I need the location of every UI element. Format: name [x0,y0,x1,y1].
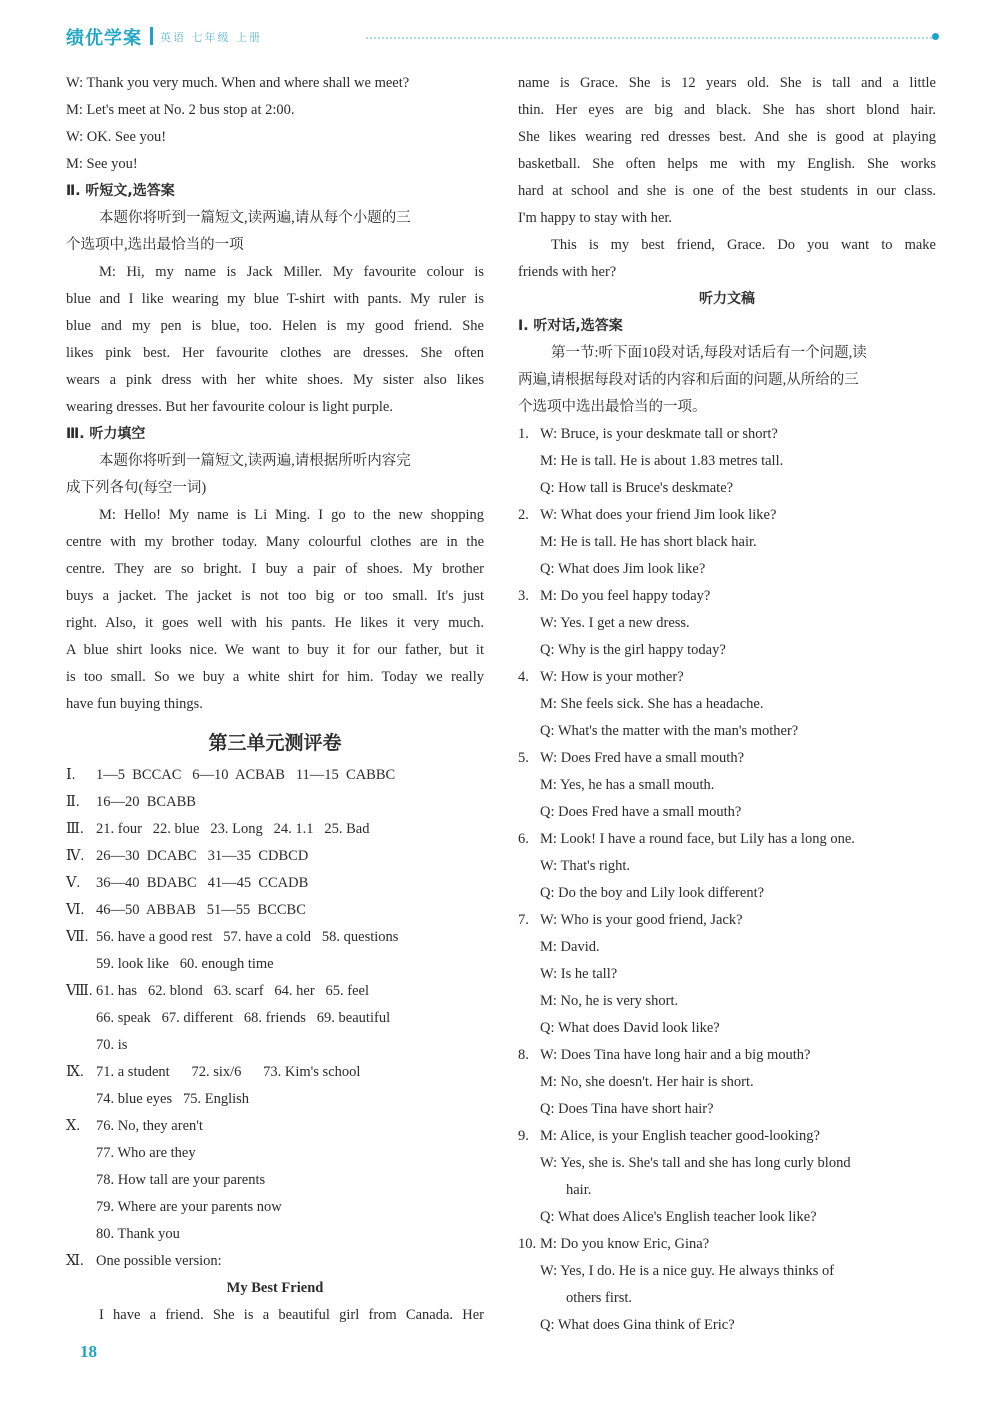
dialogue-text: Q: Why is the girl happy today? [540,642,726,658]
dialogue-text: M: No, he is very short. [540,993,679,1009]
dialogue-line [518,421,936,448]
answer-row [66,1032,484,1059]
dialogue-text: W: Yes. I get a new dress. [540,615,690,631]
dialogue-text: W: Does Tina have long hair and a big mouth? [540,1047,811,1063]
dialogue-line [518,637,936,664]
dialogue-line: M: See you! [66,156,138,172]
answer-row [66,843,484,870]
answer-row [66,1167,484,1194]
dialogue-line [518,1204,936,1231]
answer-number: Ⅹ. [66,1118,80,1134]
section-heading: Ⅱ. 听短文,选答案 [66,183,175,199]
right-column [518,70,936,1339]
passage-line: M: Hi, my name is Jack Miller. My favourite colour is [99,264,484,280]
answer-text: 78. How tall are your parents [96,1172,266,1188]
answer-row [66,762,484,789]
passage-line: wearing dresses. But her favourite colour is light purple. [66,399,393,415]
answer-number: Ⅰ. [66,767,76,783]
dialogue-text: hair. [566,1182,592,1198]
answer-text: 16—20 BCABB [96,794,196,810]
dialogue-line [518,1150,936,1177]
passage-line: centre. They are so bright. I buy a pair of shoes. My brother [66,561,484,577]
answer-number: Ⅱ. [66,794,80,810]
answer-row [66,1113,484,1140]
dialogue-text: Q: Does Fred have a small mouth? [540,804,742,820]
answer-row [66,978,484,1005]
dialogue-text: W: Does Fred have a small mouth? [540,750,745,766]
dialogue-text: W: What does your friend Jim look like? [540,507,777,523]
section-heading: Ⅰ. 听对话,选答案 [518,318,623,334]
dialogue-line [518,529,936,556]
passage-line: blue and I like wearing my blue T-shirt with pants. My ruler is [66,291,484,307]
dialogue-text: M: David. [540,939,600,955]
dialogue-text: M: Look! I have a round face, but Lily has a long one. [540,831,855,847]
dialogue-line [518,691,936,718]
dialogue-number: 4. [518,669,529,685]
header-dotted-rule [366,37,936,39]
answer-text: 77. Who are they [96,1145,196,1161]
dialogue-text: W: Yes, I do. He is a nice guy. He always thinks of [540,1263,835,1279]
answer-text: One possible version: [96,1253,222,1269]
passage-line: likes pink best. Her favourite clothes are dresses. She often [66,345,484,361]
answer-text: 61. has 62. blond 63. scarf 64. her 65. feel [96,983,370,999]
unit-title: 第三单元测评卷 [208,732,342,754]
dialogue-text: W: Yes, she is. She's tall and she has long curly blond [540,1155,851,1171]
instruction-line: 本题你将听到一篇短文,读两遍,请根据所听内容完 [99,453,411,469]
answer-number: Ⅺ. [66,1253,84,1269]
dialogue-number: 1. [518,426,529,442]
answer-row [66,1086,484,1113]
dialogue-number: 8. [518,1047,529,1063]
answer-text: 80. Thank you [96,1226,180,1242]
dialogue-list [518,421,936,1339]
essay-line: thin. Her eyes are big and black. She has short blond hair. [518,102,936,118]
essay-title: My Best Friend [226,1280,324,1296]
dialogue-line [518,1042,936,1069]
dialogue-line [518,907,936,934]
dialogue-text: Q: What does Jim look like? [540,561,706,577]
dialogue-line [518,1096,936,1123]
dialogue-line [518,880,936,907]
instruction-line: 个选项中,选出最恰当的一项 [66,237,244,253]
answer-text: 71. a student 72. six/6 73. Kim's school [96,1064,361,1080]
answer-row [66,1059,484,1086]
answer-text: 70. is [96,1037,128,1053]
dialogue-text: M: She feels sick. She has a headache. [540,696,764,712]
dialogue-line: W: OK. See you! [66,129,167,145]
dialogue-line [518,1258,936,1285]
header-dot [932,33,939,40]
answer-number: Ⅴ. [66,875,81,891]
essay-line: I'm happy to stay with her. [518,210,673,226]
page-number: 18 [80,1342,97,1361]
dialogue-line [518,1231,936,1258]
transcript-title: 听力文稿 [699,291,755,307]
dialogue-text: W: That's right. [540,858,631,874]
answer-row [66,1194,484,1221]
dialogue-line [518,1015,936,1042]
passage-line: A blue shirt looks nice. We want to buy it for our father, but it [66,642,484,658]
answer-text: 26—30 DCABC 31—35 CDBCD [96,848,309,864]
passage-line: right. Also, it goes well with his pants. He likes it very much. [66,615,484,631]
dialogue-text: Q: How tall is Bruce's deskmate? [540,480,734,496]
answer-text: 1—5 BCCAC 6—10 ACBAB 11—15 CABBC [96,767,396,783]
answer-row [66,951,484,978]
answer-row [66,924,484,951]
dialogue-line [518,1177,936,1204]
answer-number: Ⅷ. [66,983,93,999]
passage-line: buys a jacket. The jacket is not too big or too small. It's just [66,588,484,604]
brand-divider [150,27,153,45]
passage-line: centre with my brother today. Many colourful clothes are in the [66,534,484,550]
passage-line: is too small. So we buy a white shirt for him. Today we really [66,669,484,685]
brand-logo: 绩优学案 [66,28,142,49]
answer-text: 21. four 22. blue 23. Long 24. 1.1 25. Bad [96,821,370,837]
dialogue-number: 5. [518,750,529,766]
instruction-line: 两遍,请根据每段对话的内容和后面的问题,从所给的三 [518,372,859,388]
essay-line: I have a friend. She is a beautiful girl from Canada. Her [99,1307,484,1323]
answer-text: 36—40 BDABC 41—45 CCADB [96,875,309,891]
dialogue-text: M: Do you know Eric, Gina? [540,1236,710,1252]
page-header [66,24,946,52]
dialogue-line [518,718,936,745]
dialogue-text: W: Is he tall? [540,966,618,982]
subject-label: 英语 七年级 上册 [160,31,262,44]
dialogue-text: M: Do you feel happy today? [540,588,711,604]
dialogue-line [518,502,936,529]
answer-row [66,1248,484,1275]
dialogue-line [518,961,936,988]
dialogue-line [518,475,936,502]
dialogue-number: 9. [518,1128,529,1144]
dialogue-line [518,853,936,880]
passage-line: wears a pink dress with her white shoes. My sister also likes [66,372,484,388]
dialogue-line [518,1069,936,1096]
answer-row [66,1221,484,1248]
answer-text: 59. look like 60. enough time [96,956,274,972]
answer-key [66,762,484,1275]
answer-number: Ⅸ. [66,1064,84,1080]
passage-line: have fun buying things. [66,696,203,712]
essay-line: basketball. She often helps me with my English. She works [518,156,936,172]
section-heading: Ⅲ. 听力填空 [66,426,146,442]
dialogue-line [518,799,936,826]
dialogue-line [518,610,936,637]
answer-text: 66. speak 67. different 68. friends 69. beautiful [96,1010,391,1026]
dialogue-text: W: How is your mother? [540,669,684,685]
dialogue-text: W: Who is your good friend, Jack? [540,912,743,928]
answer-text: 76. No, they aren't [96,1118,203,1134]
dialogue-text: M: He is tall. He is about 1.83 metres tall. [540,453,784,469]
answer-row [66,816,484,843]
dialogue-line [518,826,936,853]
dialogue-line [518,1123,936,1150]
essay-line: friends with her? [518,264,617,280]
dialogue-text: M: Yes, he has a small mouth. [540,777,715,793]
dialogue-line [518,664,936,691]
instruction-line: 个选项中选出最恰当的一项。 [518,399,707,415]
instruction-line: 第一节:听下面10段对话,每段对话后有一个问题,读 [551,345,867,361]
dialogue-text: Q: Does Tina have short hair? [540,1101,714,1117]
answer-row [66,1005,484,1032]
dialogue-number: 7. [518,912,529,928]
dialogue-text: M: He is tall. He has short black hair. [540,534,757,550]
dialogue-number: 2. [518,507,529,523]
dialogue-line [518,583,936,610]
dialogue-number: 6. [518,831,529,847]
dialogue-text: Q: What does Alice's English teacher look like? [540,1209,817,1225]
answer-text: 46—50 ABBAB 51—55 BCCBC [96,902,306,918]
answer-number: Ⅶ. [66,929,89,945]
dialogue-line [518,934,936,961]
dialogue-line [518,1285,936,1312]
dialogue-line [518,556,936,583]
dialogue-text: M: Alice, is your English teacher good-looking? [540,1128,820,1144]
essay-line: hard at school and she is one of the best students in our class. [518,183,936,199]
instruction-line: 成下列各句(每空一词) [66,480,207,496]
passage-line: M: Hello! My name is Li Ming. I go to the new shopping [99,507,484,523]
dialogue-number: 3. [518,588,529,604]
left-column [66,70,484,1329]
dialogue-text: M: No, she doesn't. Her hair is short. [540,1074,754,1090]
passage-line: blue and my pen is blue, too. Helen is my good friend. She [66,318,484,334]
answer-text: 79. Where are your parents now [96,1199,282,1215]
answer-row [66,1140,484,1167]
essay-line: This is my best friend, Grace. Do you want to make [551,237,936,253]
dialogue-line [518,1312,936,1339]
dialogue-line [518,745,936,772]
dialogue-line [518,448,936,475]
dialogue-text: W: Bruce, is your deskmate tall or short? [540,426,778,442]
answer-row [66,897,484,924]
answer-text: 74. blue eyes 75. English [96,1091,250,1107]
answer-text: 56. have a good rest 57. have a cold 58. questions [96,929,399,945]
dialogue-text: Q: Do the boy and Lily look different? [540,885,765,901]
answer-row [66,789,484,816]
dialogue-text: others first. [566,1290,633,1306]
answer-number: Ⅳ. [66,848,85,864]
dialogue-line: W: Thank you very much. When and where shall we meet? [66,75,410,91]
dialogue-number: 10. [518,1236,537,1252]
essay-line: name is Grace. She is 12 years old. She is tall and a little [518,75,936,91]
answer-row [66,870,484,897]
dialogue-text: Q: What's the matter with the man's mother? [540,723,799,739]
dialogue-line [518,988,936,1015]
dialogue-line [518,772,936,799]
essay-line: She likes wearing red dresses best. And she is good at playing [518,129,936,145]
answer-number: Ⅵ. [66,902,85,918]
dialogue-line: M: Let's meet at No. 2 bus stop at 2:00. [66,102,295,118]
dialogue-text: Q: What does Gina think of Eric? [540,1317,735,1333]
instruction-line: 本题你将听到一篇短文,读两遍,请从每个小题的三 [99,210,411,226]
dialogue-text: Q: What does David look like? [540,1020,720,1036]
answer-number: Ⅲ. [66,821,84,837]
